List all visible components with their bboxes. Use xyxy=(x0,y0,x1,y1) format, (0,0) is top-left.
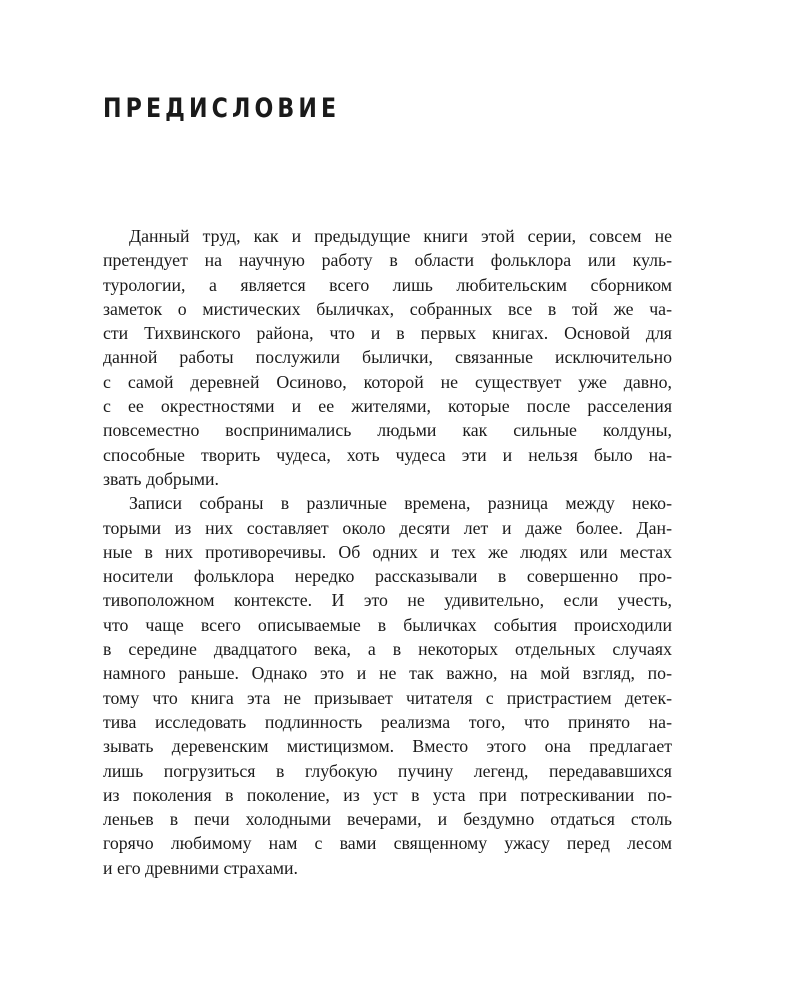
text-line: претендует на научную работу в области фольклора или куль- xyxy=(103,250,672,271)
text-line: что чаще всего описываемые в быличках события происходили xyxy=(103,614,672,635)
chapter-title: ПРЕДИСЛОВИЕ xyxy=(103,93,341,124)
text-line: данной работы послужили былички, связанные исключительно xyxy=(103,347,672,368)
text-line: турологии, а является всего лишь любительским сборником xyxy=(103,274,672,295)
text-line: тивоположном контексте. И это не удивительно, если учесть, xyxy=(103,590,672,611)
text-line: тива исследовать подлинность реализма того, что принято на- xyxy=(103,711,672,732)
paragraph-1 xyxy=(103,224,672,491)
body-text xyxy=(103,224,672,880)
text-line: горячо любимому нам с вами священному ужасу перед лесом xyxy=(103,833,672,854)
text-line: из поколения в поколение, из уст в уста при потрескивании по- xyxy=(103,784,672,805)
text-line: и его древними страхами. xyxy=(103,857,298,878)
text-line: повсеместно воспринимались людьми как сильные колдуны, xyxy=(103,420,672,441)
text-line: носители фольклора нередко рассказывали в совершенно про- xyxy=(103,566,672,587)
text-line: тому что книга эта не призывает читателя с пристрастием детек- xyxy=(103,687,672,708)
text-line: ные в них противоречивы. Об одних и тех же людях или местах xyxy=(103,541,672,562)
text-line: сти Тихвинского района, что и в первых книгах. Основой для xyxy=(103,323,672,344)
text-line: способные творить чудеса, хоть чудеса эти и нельзя было на- xyxy=(103,444,672,465)
text-line: с самой деревней Осиново, которой не существует уже давно, xyxy=(103,371,672,392)
text-line: лишь погрузиться в глубокую пучину легенд, передававшихся xyxy=(103,760,672,781)
text-line: зывать деревенским мистицизмом. Вместо этого она предлагает xyxy=(103,736,672,757)
text-line: леньев в печи холодными вечерами, и бездумно отдаться столь xyxy=(103,809,672,830)
text-line: намного раньше. Однако это и не так важно, на мой взгляд, по- xyxy=(103,663,672,684)
text-line: в середине двадцатого века, а в некоторых отдельных случаях xyxy=(103,639,672,660)
text-line: с ее окрестностями и ее жителями, которые после расселения xyxy=(103,396,672,417)
text-line: заметок о мистических быличках, собранных все в той же ча- xyxy=(103,298,672,319)
text-line: Данный труд, как и предыдущие книги этой серии, совсем не xyxy=(129,226,672,246)
paragraph-2 xyxy=(103,491,672,880)
text-line: торыми из них составляет около десяти лет и даже более. Дан- xyxy=(103,517,672,538)
text-line: Записи собраны в различные времена, разница между неко- xyxy=(129,493,672,514)
text-line: звать добрыми. xyxy=(103,468,219,489)
